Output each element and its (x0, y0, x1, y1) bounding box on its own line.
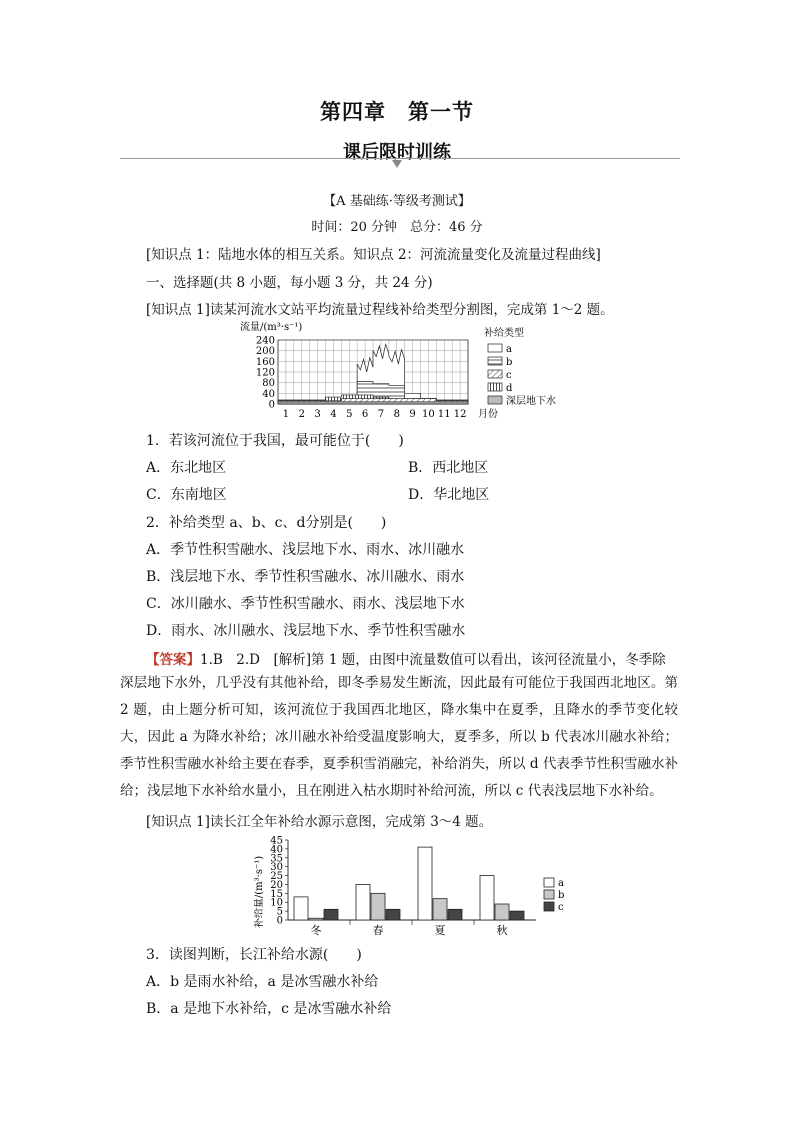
chart1-legend-title: 补给类型 (484, 328, 524, 339)
section-tag: 【A 基础练·等级考测试】 (323, 194, 471, 209)
answer-tag: 【答案】 (146, 652, 200, 668)
chart2-bar-b (433, 899, 447, 920)
chart2-legend-label: a (558, 878, 564, 889)
chart2-ylabel: 补给量/(m³·s⁻¹) (254, 855, 265, 929)
chart1-xunit: 月份 (478, 409, 498, 420)
time-info: 时间：20 分钟 总分：46 分 (311, 220, 483, 235)
supply-bar-chart (254, 834, 584, 938)
chart2-bar-b (371, 893, 385, 920)
chart1-xtick-label: 8 (393, 409, 400, 420)
chart2-bar-a (356, 884, 370, 920)
chart2-bar-c (448, 909, 462, 920)
chart2-ytick-label: 45 (270, 835, 283, 847)
chart1-legend-swatch (488, 344, 502, 352)
chart2-legend-swatch (544, 902, 554, 911)
q2-option-d: D．雨水、冰川融水、浅层地下水、季节性积雪融水 (146, 623, 466, 639)
chart1-xtick-label: 9 (409, 409, 416, 420)
chart1-xtick-label: 1 (282, 409, 290, 420)
chart1-xtick-label: 6 (361, 409, 369, 420)
q1-option-a: A．东北地区 (146, 460, 227, 476)
chart2-category-label: 秋 (496, 924, 508, 937)
q12-intro: [知识点 1]读某河流水文站平均流量过程线补给类型分割图，完成第 1～2 题。 (146, 302, 614, 318)
q3-stem: 3．读图判断，长江补给水源( ) (146, 947, 362, 963)
chart1-layer-deep (278, 402, 468, 404)
q2-option-b: B．浅层地下水、季节性积雪融水、冰川融水、雨水 (146, 569, 465, 585)
chart1-legend-label: c (506, 370, 512, 381)
chart1-legend-label: a (506, 344, 512, 355)
divider-marker-icon (392, 160, 402, 168)
chart2-category-label: 冬 (310, 924, 322, 937)
chart2-bar-c (510, 911, 524, 920)
chart1-ytick-label: 200 (255, 346, 275, 358)
chart2-bars (294, 847, 524, 920)
q3-option-a: A．b 是雨水补给，a 是冰雪融水补给 (146, 974, 379, 990)
chart2-yticks (270, 836, 288, 927)
chart1-legend-label: d (506, 383, 513, 394)
q1-option-d: D．华北地区 (408, 487, 490, 503)
chart1-xtick-label: 2 (298, 409, 305, 420)
chart2-bar-c (324, 909, 338, 920)
chart2-legend-swatch (544, 878, 554, 887)
chart1-ytick-label: 120 (255, 367, 275, 379)
flow-hydrograph-chart (240, 318, 580, 420)
chart2-ytick-label: 10 (270, 897, 283, 909)
chart2-ytick-label: 25 (270, 871, 283, 883)
q1-option-c: C．东南地区 (146, 487, 227, 503)
chart1-legend-swatch (488, 370, 502, 378)
chart1-legend-swatch (488, 383, 502, 391)
chart1-xtick-label: 11 (437, 409, 451, 420)
page-subtitle: 课后限时训练 (343, 142, 451, 163)
chart1-ytick-label: 240 (255, 335, 275, 347)
q2-stem: 2．补给类型 a、b、c、d分别是( ) (146, 515, 387, 531)
chart1-legend-swatch (488, 357, 502, 365)
q2-option-c: C．冰川融水、季节性积雪融水、雨水、浅层地下水 (146, 596, 465, 612)
chart1-legend-label: b (506, 357, 513, 368)
knowledge-points: [知识点 1：陆地水体的相互关系。知识点 2：河流流量变化及流量过程曲线] (146, 247, 601, 263)
chart2-legend (544, 878, 564, 913)
chart2-ytick-label: 35 (270, 853, 283, 865)
chart1-legend-swatch (488, 396, 502, 404)
section-heading: 一、选择题(共 8 小题，每小题 3 分，共 24 分) (146, 275, 433, 291)
chart2-category-label: 春 (372, 924, 384, 937)
chart2-category-label: 夏 (434, 924, 446, 937)
chart1-yticks (256, 336, 275, 411)
chart2-bar-a (294, 897, 308, 920)
chart1-xtick-label: 12 (453, 409, 467, 420)
chart2-categories (311, 923, 508, 937)
chart1-ylabel: 流量/(m³·s⁻¹) (240, 322, 303, 333)
chart2-ytick-label: 0 (276, 915, 283, 927)
q1-option-b: B．西北地区 (408, 460, 489, 476)
chart1-ytick-label: 0 (268, 399, 275, 411)
chart2-ytick-label: 30 (270, 862, 283, 874)
chart1-xtick-label: 4 (330, 409, 337, 420)
chart2-bar-b (495, 904, 509, 920)
chart1-ytick-label: 160 (255, 356, 275, 368)
q34-intro: [知识点 1]读长江全年补给水源示意图，完成第 3～4 题。 (146, 814, 493, 830)
chart1-xticks (283, 409, 467, 420)
chart2-legend-label: b (558, 890, 565, 901)
chart1-xtick-label: 5 (346, 409, 353, 420)
chart2-bar-c (386, 909, 400, 920)
title-divider (120, 158, 680, 159)
chart2-legend-swatch (544, 890, 554, 899)
chart1-legend (488, 344, 556, 407)
chart1-legend-label: 深层地下水 (506, 396, 556, 407)
chart1-ytick-label: 80 (262, 378, 275, 390)
chart2-ytick-label: 15 (270, 888, 283, 900)
chart2-ytick-label: 5 (276, 906, 283, 918)
answer-line1 (146, 648, 666, 668)
answer-text1: 1.B 2.D [解析]第 1 题，由图中流量数值可以看出，该河径流量小，冬季除 (200, 652, 666, 668)
answer-explanation: 深层地下水外，几乎没有其他补给，即冬季易发生断流，因此最有可能位于我国西北地区。第 2 题，由上题分析可知，该河流位于我国西北地区，降水集中在夏季，且降水的季节变化较大，因此 a 为降水补给；冰川融水补给受温度影响大，夏季多，所以 b 代表冰川融水补给；季节性积雪融水补给主要在春季，夏季积雪消融完，补给消失，所以 d 代表季节性积雪融水补给；浅层地下水补给水量小，且在刚进入枯水期时补给河流，所以 c 代表浅层地下水补给。 (120, 675, 678, 799)
q3-option-b: B．a 是地下水补给，c 是冰雪融水补给 (146, 1001, 392, 1017)
chart2-legend-label: c (558, 902, 564, 913)
chart2-bar-b (309, 918, 323, 920)
chart1-xtick-label: 10 (422, 409, 435, 420)
chart2-bar-a (480, 876, 494, 920)
chart1-xtick-label: 7 (377, 409, 385, 420)
chart1-ytick-label: 40 (262, 388, 275, 400)
chart2-ytick-label: 40 (270, 844, 283, 856)
chart1-xtick-label: 3 (314, 409, 321, 420)
chart2-bar-a (418, 847, 432, 920)
q1-stem: 1．若该河流位于我国，最可能位于( ) (146, 433, 404, 449)
chart2-ytick-label: 20 (270, 879, 283, 891)
chapter-title: 第四章 第一节 (320, 99, 474, 124)
q2-option-a: A．季节性积雪融水、浅层地下水、雨水、冰川融水 (146, 542, 465, 558)
